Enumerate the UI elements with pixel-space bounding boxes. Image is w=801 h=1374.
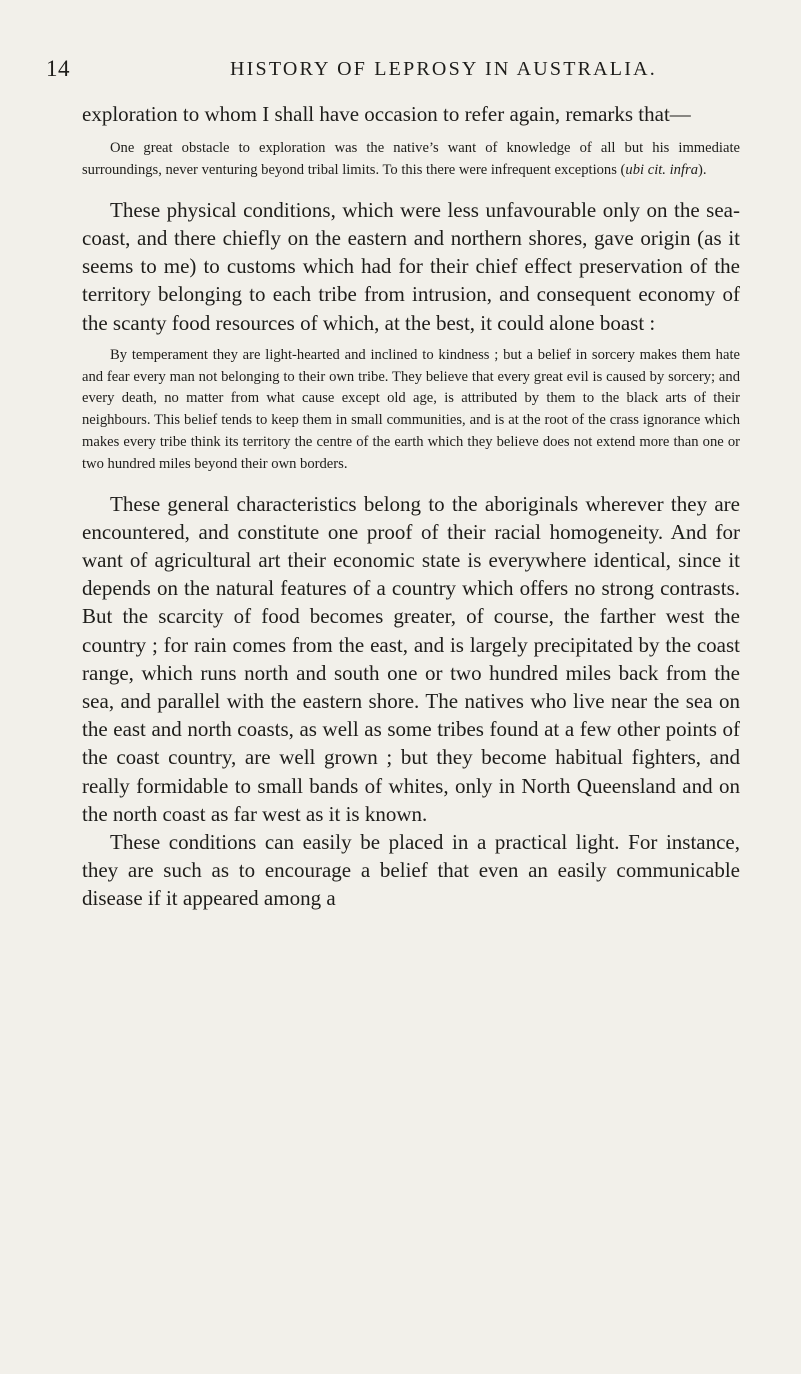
page-body xyxy=(82,100,740,913)
block-quote-temperament: By temperament they are light-hearted and inclined to kindness ; but a belief in sorcery makes them hate and fear every man not belonging to their own tribe. They believe that every great evil is caused by sorcery; and every death, no matter from what cause except old age, is attributed by them to the black arts of their neighbours. This belief tends to keep them in small communities, and is at the root of the crass ignorance which makes every tribe think its territory the centre of the earth which they believe does not extend more than one or two hundred miles beyond their own borders. xyxy=(82,346,740,472)
paragraph-general-characteristics: These general characteristics belong to the aboriginals wherever they are encountered, and constitute one proof of their racial homogeneity. And for want of agricultural art their economic state is everywhere identical, since it depends on the natural features of a country which offers no strong contrasts. But the scarcity of food becomes greater, of course, the farther west the country ; for rain comes from the east, and is largely precipitated by the coast range, which runs north and south one or two hundred miles back from the sea, and parallel with the eastern shore. The natives who live near the sea on the east and north coasts, as well as some tribes found at a few other points of the coast country, are well grown ; but they become habitual fighters, and really formidable to small bands of whites, only in North Queensland and on the north coast as far west as it is known. xyxy=(82,491,740,826)
page-header xyxy=(38,56,758,86)
page-number: 14 xyxy=(46,56,70,81)
quote-text-end: ). xyxy=(698,162,707,178)
paragraph-physical-conditions: These physical conditions, which were less unfavourable only on the sea-coast, and there chiefly on the eastern and northern shores, gave origin (as it seems to me) to customs which had for their chief effect preservation of the territory belonging to each tribe from intrusion, and consequent economy of the scanty food resources of which, at the best, it could alone boast : xyxy=(82,197,740,335)
paragraph-practical-light: These conditions can easily be placed in a practical light. For instance, they are such as to encourage a belief that even an easily communicable disease if it appeared among a xyxy=(82,830,740,911)
paragraph-continuation: exploration to whom I shall have occasion to refer again, remarks that— xyxy=(82,102,691,126)
citation: ubi cit. infra xyxy=(625,162,698,178)
block-quote-exploration xyxy=(82,138,740,182)
quote-text: One great obstacle to exploration was the native’s want of knowledge of all but his immediate surroundings, never venturing beyond tribal limits. To this there were infrequent exceptions ( xyxy=(82,140,740,178)
running-head: HISTORY OF LEPROSY IN AUSTRALIA. xyxy=(230,58,657,80)
